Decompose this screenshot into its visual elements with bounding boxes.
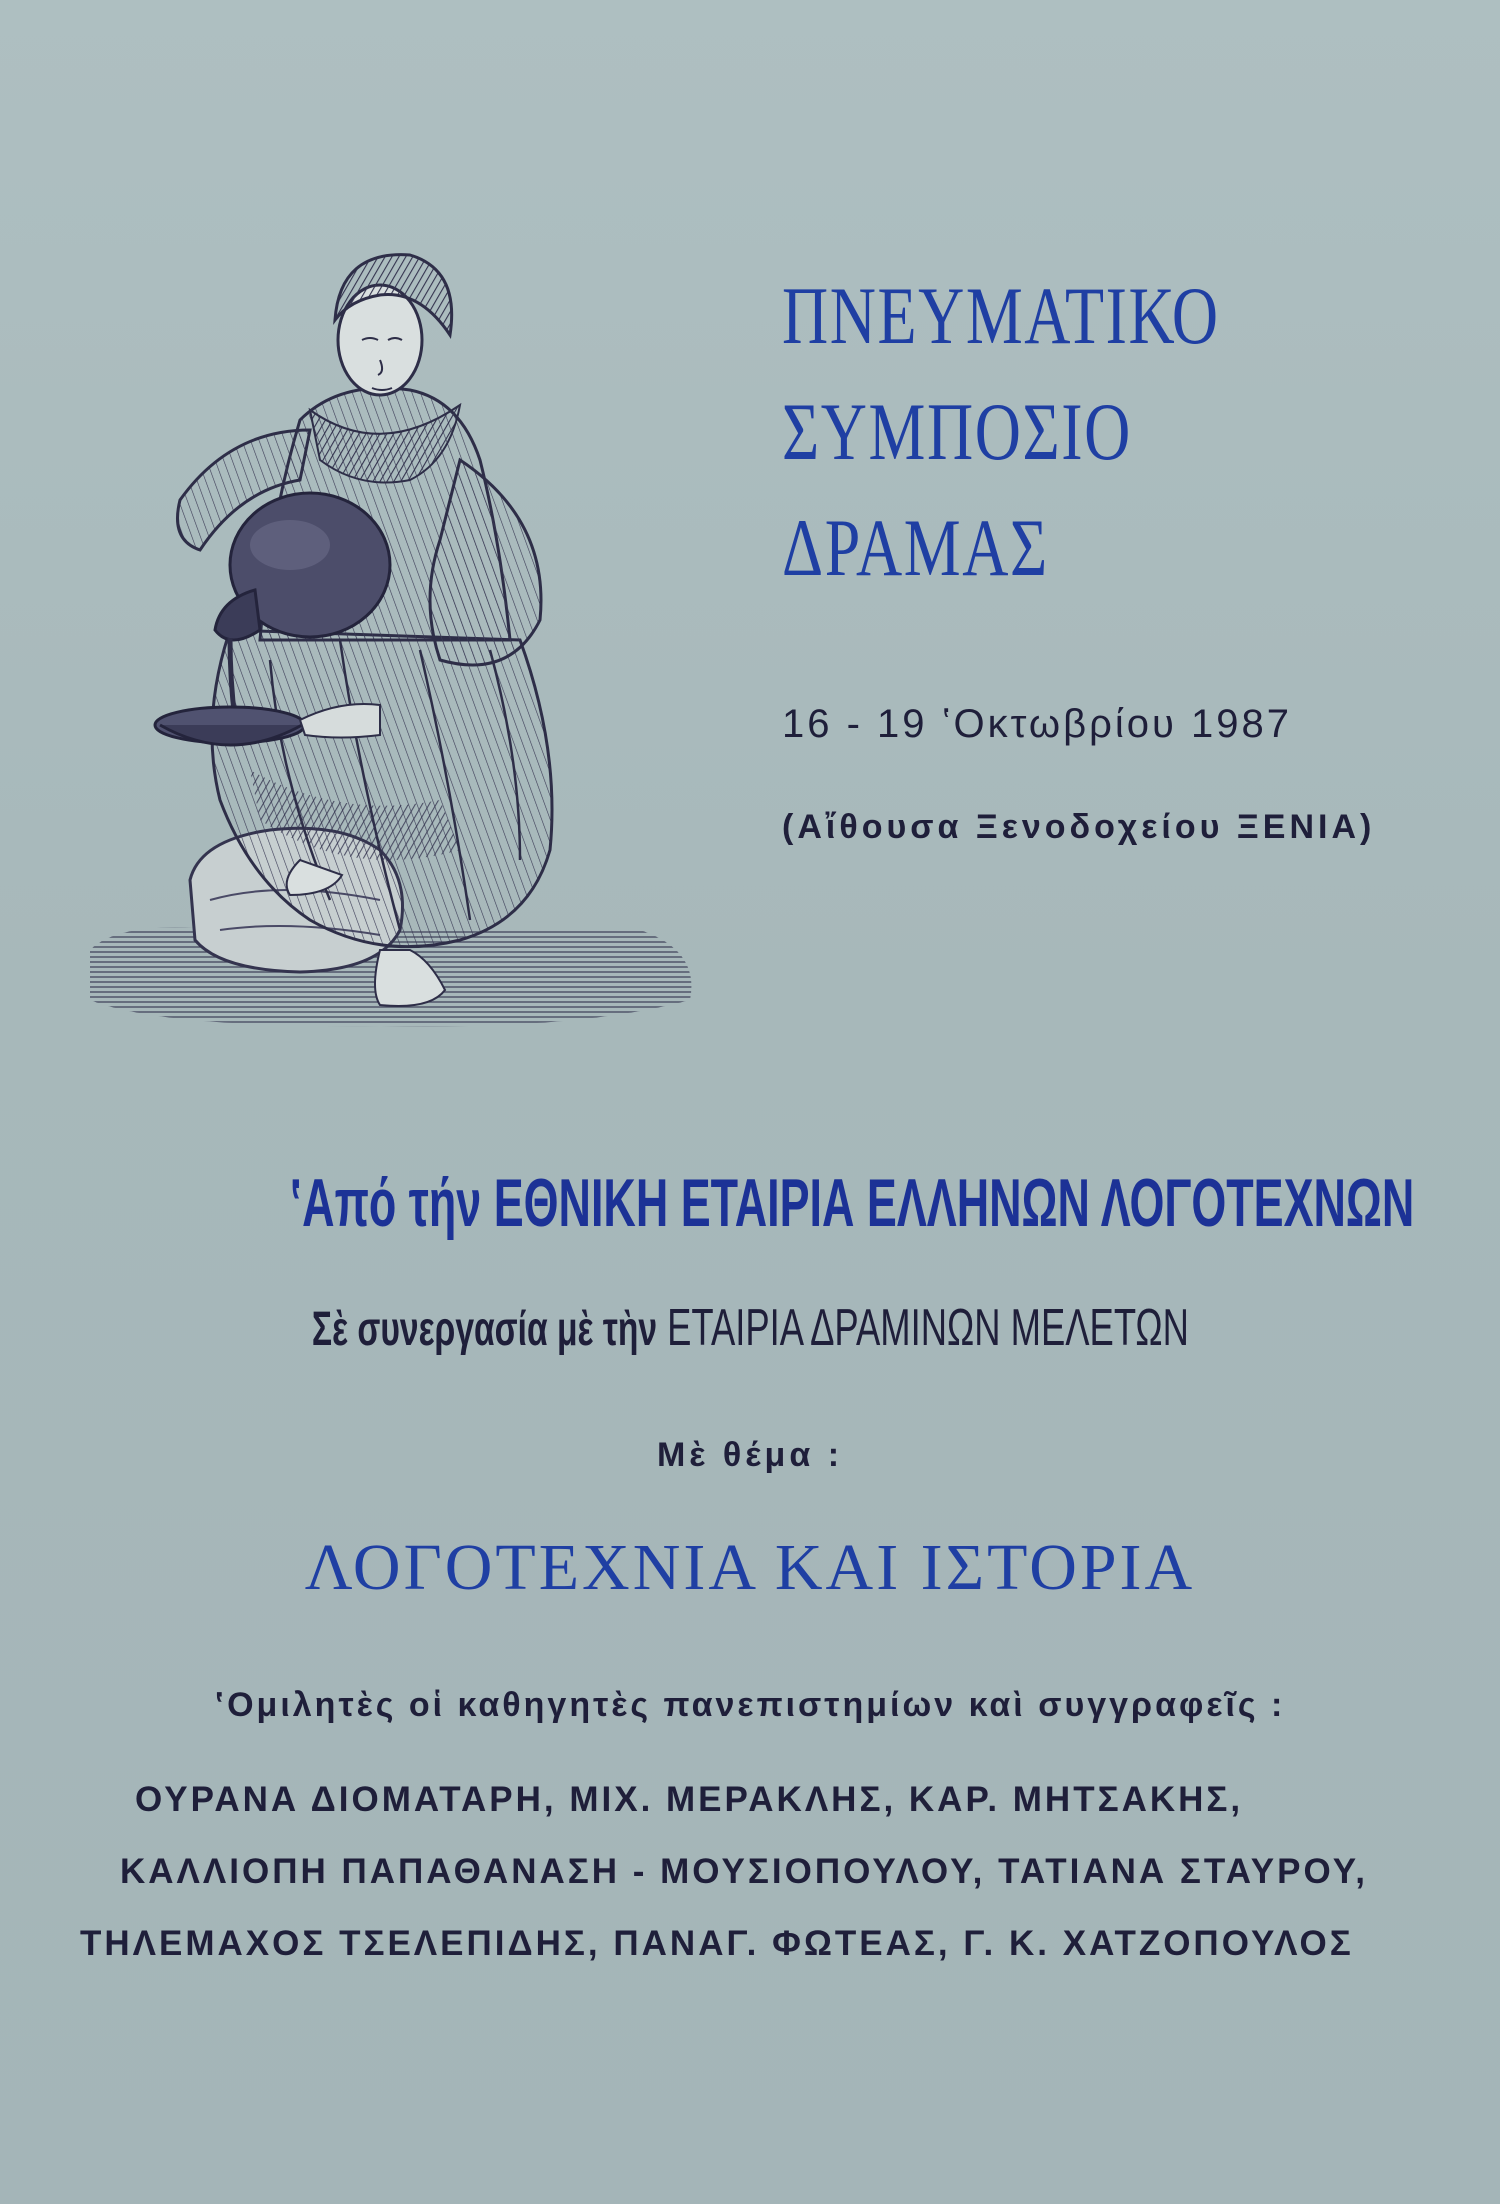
woman-pouring-jug-illustration [80, 160, 720, 1040]
collaboration-line [0, 1298, 1500, 1358]
symposium-title [782, 258, 1220, 606]
theme-label: Μὲ θέμα : [656, 1436, 844, 1474]
speakers-line-1: ΟΥΡΑΝΑ ΔΙΟΜΑΤΑΡΗ, ΜΙΧ. ΜΕΡΑΚΛΗΣ, ΚΑΡ. ΜΗΤΣΑΚΗΣ, [135, 1780, 1244, 1819]
event-venue: (Αἴθουσα Ξενοδοχείου ΞΕΝΙΑ) [782, 808, 1376, 846]
speakers-line-2: ΚΑΛΛΙΟΠΗ ΠΑΠΑΘΑΝΑΣΗ - ΜΟΥΣΙΟΠΟΥΛΟΥ, ΤΑΤΙΑΝΑ ΣΤΑΥΡΟΥ, [120, 1852, 1368, 1891]
title-line-2: ΣΥΜΠΟΣΙΟ [782, 386, 1132, 477]
speakers-intro: ʽΟμιλητὲς οἱ καθηγητὲς πανεπιστημίων καὶ συγγραφεῖς : [214, 1686, 1286, 1724]
title-line-1: ΠΝΕΥΜΑΤΙΚΟ [782, 270, 1220, 361]
collaboration-name: ΕΤΑΙΡΙΑ ΔΡΑΜΙΝΩΝ ΜΕΛΕΤΩΝ [666, 1299, 1189, 1357]
collaboration-prefix: Σὲ συνεργασία μὲ τὴν [311, 1303, 657, 1356]
event-dates: 16 - 19 ʽΟκτωβρίου 1987 [782, 702, 1292, 746]
theme-title: ΛΟΓΟΤΕΧΝΙΑ ΚΑΙ ΙΣΤΟΡΙΑ [304, 1531, 1196, 1604]
organizer-name: ΕΘΝΙΚΗ ΕΤΑΙΡΙΑ ΕΛΛΗΝΩΝ ΛΟΓΟΤΕΧΝΩΝ [493, 1165, 1415, 1241]
organizer-prefix: ʽΑπό τήν [289, 1165, 482, 1241]
organizer-line [0, 1164, 1500, 1242]
speakers-line-3: ΤΗΛΕΜΑΧΟΣ ΤΣΕΛΕΠΙΔΗΣ, ΠΑΝΑΓ. ΦΩΤΕΑΣ, Γ. Κ. ΧΑΤΖΟΠΟΥΛΟΣ [80, 1924, 1354, 1963]
title-line-3: ΔΡΑΜΑΣ [782, 502, 1049, 593]
